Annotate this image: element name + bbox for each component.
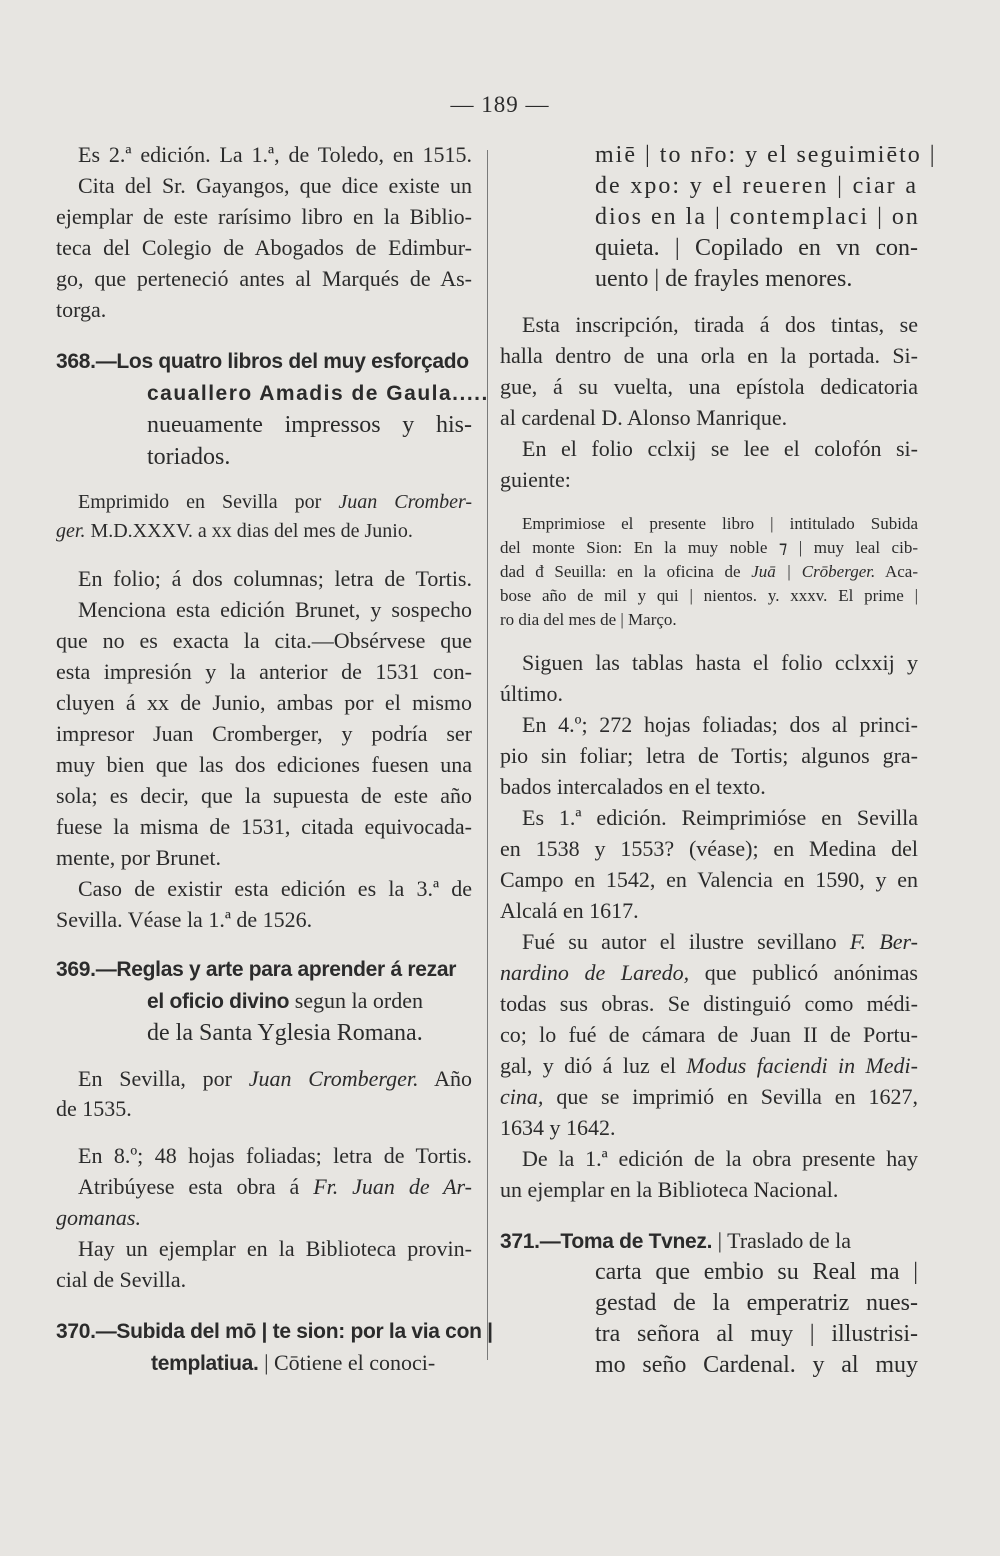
- text-line: torga.: [56, 297, 107, 322]
- text-line: mente, por Brunet.: [56, 845, 221, 870]
- entry-number: 370.: [56, 1320, 96, 1343]
- page-number: — 189 —: [450, 92, 550, 117]
- colophon-line: ro dia del mes de | Março.: [500, 610, 677, 629]
- text-line: go, que perteneció antes al Marqués de As-: [56, 266, 472, 291]
- text-line: gomanas.: [56, 1205, 141, 1230]
- text-line: cina, que se imprimió en Sevilla en 1627,: [500, 1084, 918, 1109]
- entry-title-line: toriados.: [147, 444, 231, 470]
- entry-title-line: templatiua. | Cōtiene el conoci-: [151, 1350, 436, 1375]
- text-line: Sevilla. Véase la 1.ª de 1526.: [56, 907, 313, 932]
- entry-title: —Toma de Tvnez.: [539, 1230, 713, 1253]
- text-line: co; lo fué de cámara de Juan II de Portu-: [500, 1022, 918, 1047]
- text-line: Cita del Sr. Gayangos, que dice existe un: [78, 173, 472, 198]
- text-line: pio sin foliar; letra de Tortis; algunos gra-: [500, 743, 918, 768]
- text-line: Hay un ejemplar en la Biblioteca provin-: [78, 1236, 472, 1261]
- text-line: De la 1.ª edición de la obra presente hay: [522, 1146, 918, 1171]
- entry-title-line: uento | de frayles menores.: [595, 266, 853, 292]
- text-line: cial de Sevilla.: [56, 1267, 187, 1292]
- text-line: En 8.º; 48 hojas foliadas; letra de Tortis.: [78, 1143, 472, 1168]
- entry-heading: [56, 346, 472, 377]
- entry-heading: [56, 954, 472, 985]
- entry-title-line: miē | to nr̄o: y el seguimiēto |: [595, 142, 937, 168]
- text-line: Fué su autor el ilustre sevillano F. Ber-: [522, 929, 918, 954]
- entry-title-line: nueuamente impressos y his-: [147, 412, 472, 438]
- entry-number: 368.: [56, 350, 96, 373]
- imprint-line: de 1535.: [56, 1096, 132, 1121]
- text-line: Alcalá en 1617.: [500, 898, 639, 923]
- text-line: gue, á su vuelta, una epístola dedicatoria: [500, 374, 918, 399]
- text-line: al cardenal D. Alonso Manrique.: [500, 405, 788, 430]
- entry-title-line: de la Santa Yglesia Romana.: [147, 1020, 423, 1046]
- colophon-line: Emprimiose el presente libro | intitulado Subida: [522, 514, 918, 533]
- text-line: un ejemplar en la Biblioteca Nacional.: [500, 1177, 839, 1202]
- imprint-line: ger. M.D.XXXV. a xx dias del mes de Junio.: [56, 520, 413, 542]
- text-line: Caso de existir esta edición es la 3.ª de: [78, 876, 472, 901]
- text-line: 1634 y 1642.: [500, 1115, 616, 1140]
- entry-title-line: quieta. | Copilado en vn con-: [595, 235, 918, 261]
- text-line: bados intercalados en el texto.: [500, 774, 766, 799]
- text-line: guiente:: [500, 467, 571, 492]
- entry-title-line: dios en la | contemplaci | on: [595, 204, 920, 230]
- colophon-line: bose año de mil y qui | nientos. y. xxxv. El prime |: [500, 586, 918, 605]
- entry-heading: [56, 1316, 493, 1347]
- text-line: último.: [500, 681, 563, 706]
- imprint-line: En Sevilla, por Juan Cromberger. Año: [78, 1066, 472, 1091]
- text-line: esta impresión y la anterior de 1531 con-: [56, 659, 472, 684]
- entry-title-line: tra señora al muy | illustrisi-: [595, 1321, 918, 1347]
- text-line: sola; es decir, que la supuesta de este año: [56, 783, 472, 808]
- entry-title-line: de xpo: y el reueren | ciar a: [595, 173, 918, 199]
- text-line: que no es exacta la cita.—Obsérvese que: [56, 628, 472, 653]
- text-line: Campo en 1542, en Valencia en 1590, y en: [500, 867, 918, 892]
- text-line: gal, y dió á luz el Modus faciendi in Medi-: [500, 1053, 918, 1078]
- imprint-line: Emprimido en Sevilla por Juan Cromber-: [78, 491, 473, 513]
- text-line: Es 1.ª edición. Reimprimióse en Sevilla: [522, 805, 918, 830]
- text-line: Siguen las tablas hasta el folio cclxxij y: [522, 650, 918, 675]
- text-line: todas sus obras. Se distinguió como médi-: [500, 991, 918, 1016]
- entry-number: 371.: [500, 1230, 540, 1253]
- text-line: fuese la misma de 1531, citada equivocada-: [56, 814, 472, 839]
- colophon-line: dad đ Seuilla: en la oficina de Juā | Crōberger. Aca-: [500, 562, 919, 581]
- entry-title-line: mo seño Cardenal. y al muy: [595, 1352, 918, 1378]
- text-line: En folio; á dos columnas; letra de Tortis.: [78, 566, 472, 591]
- colophon-line: del monte Sion: En la muy noble ⁊ | muy leal cib-: [500, 538, 918, 557]
- text-line: Esta inscripción, tirada á dos tintas, se: [522, 312, 918, 337]
- entry-number: 369.: [56, 958, 96, 981]
- entry-title-line: el oficio divino segun la orden: [147, 988, 424, 1013]
- entry-title-line: cauallero Amadis de Gaula.....: [147, 382, 489, 405]
- text-line: ejemplar de este rarísimo libro en la Biblio-: [56, 204, 472, 229]
- text-line: impresor Juan Cromberger, y podría ser: [56, 721, 472, 746]
- entry-title: —Subida del mō | te sion: por la via con |: [95, 1320, 493, 1343]
- text-line: En 4.º; 272 hojas foliadas; dos al princi-: [522, 712, 918, 737]
- text-line: en 1538 y 1553? (véase); en Medina del: [500, 836, 918, 861]
- text-line: nardino de Laredo, que publicó anónimas: [500, 960, 918, 985]
- text-line: muy bien que las dos ediciones fuesen una: [56, 752, 472, 777]
- text-line: teca del Colegio de Abogados de Edimbur-: [56, 235, 472, 260]
- text-line: cluyen á xx de Junio, ambas por el mismo: [56, 690, 472, 715]
- text-line: Menciona esta edición Brunet, y sospecho: [78, 597, 472, 622]
- text-line: Atribúyese esta obra á Fr. Juan de Ar-: [78, 1174, 472, 1199]
- column-divider: [487, 150, 488, 1360]
- entry-title-line: carta que embio su Real ma |: [595, 1259, 918, 1285]
- text-line: Es 2.ª edición. La 1.ª, de Toledo, en 1515.: [78, 142, 472, 167]
- entry-title-line: gestad de la emperatriz nues-: [595, 1290, 918, 1316]
- text-line: halla dentro de una orla en la portada. Si-: [500, 343, 918, 368]
- text-line: En el folio cclxij se lee el colofón si-: [522, 436, 918, 461]
- entry-title: —Reglas y arte para aprender á rezar: [95, 958, 457, 981]
- entry-title: —Los quatro libros del muy esforçado: [95, 350, 469, 373]
- entry-heading: 371.—Toma de Tvnez. | Traslado de la: [500, 1228, 852, 1253]
